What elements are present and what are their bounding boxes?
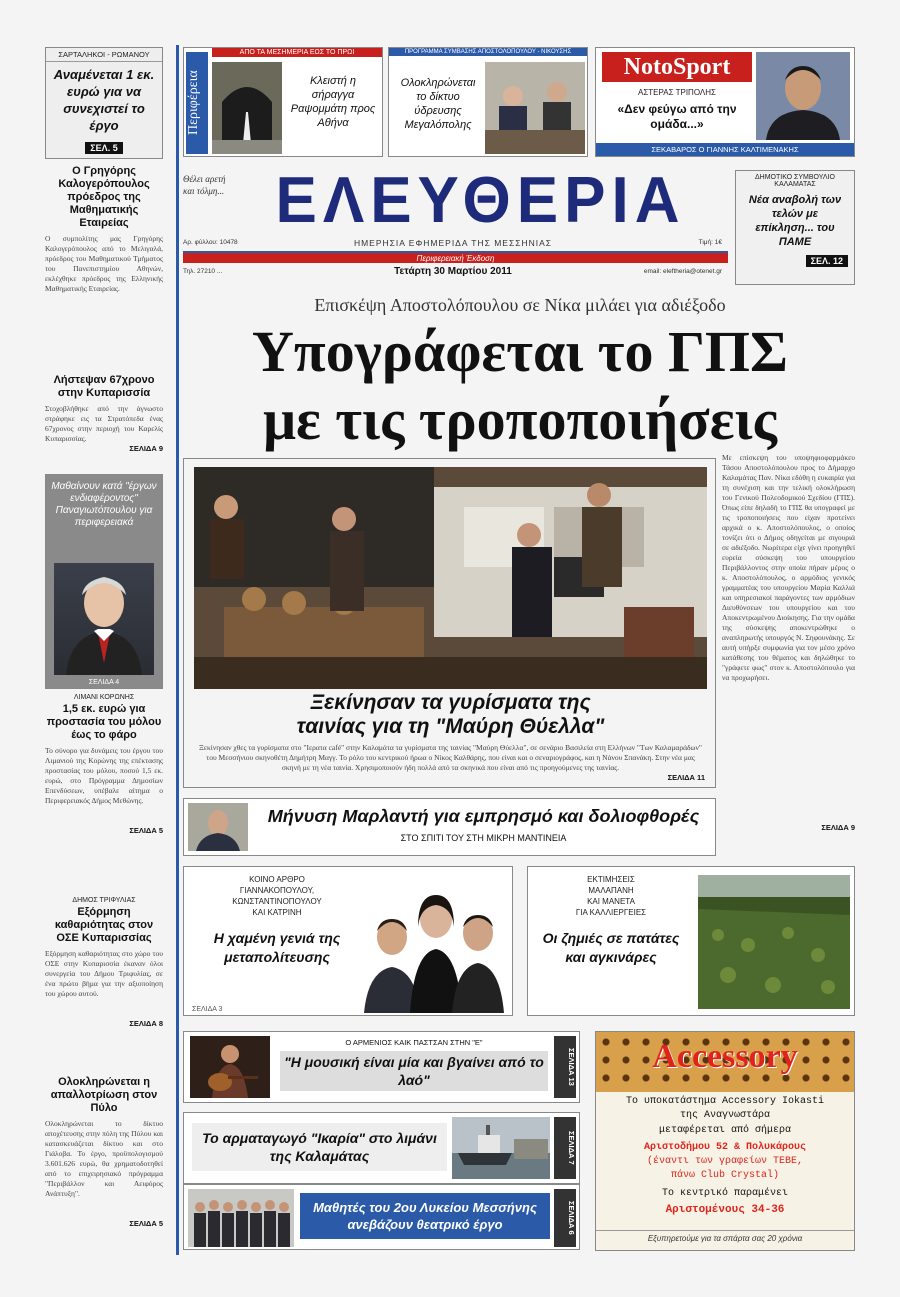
students-story[interactable]	[183, 1184, 580, 1250]
masthead-title: ΕΛΕΥΘΕΡΙΑ	[275, 164, 686, 237]
box-kicker: ΣΑΡΤΑΛΗΚΟΙ - ΡΩΜΑΝΟΥ	[46, 48, 162, 62]
masthead-edition-band: Περιφερειακή Έκδοση	[183, 251, 728, 263]
portrait-photo	[54, 563, 154, 675]
film-headline-line1: Ξεκίνησαν τα γυρίσματα της	[310, 691, 591, 714]
lead-body: Με επίσκεψη του υποψηφιοφαρμάκευ Τάσου Αποστολόπουλου προς το Δήμαρχο Καλαμάτας Παν. Νίκα εδόθη η ευκαιρία για τη συνέχιση και την τελική ολοκλήρωση του Γενικού Πολεοδομικού Σχεδίου (ΓΠΣ). Όπως είπε δηλαδή το ΓΠΣ θα υπογραφεί με τις τροποποιήσεις που είχαν προτείνει αρχικά ο κ. Αποστολόπουλος, ο οποίος τονίζει ότι ο Δήμος οδηγείται με σιγουριά σε αδιέξοδο. Νωρίτερα είχε γίνει προηγηθεί ευρεία σύσκεψη του υπουργείου Περιβάλλοντος στην οποία πήραν μέρος ο κ. Αποστολόπουλος, ο αρμόδιος γενικός γραμματέας του υπουργείου Μαρία Καλλιά και υπηρεσιακοί παράγοντες των αρμόδιων Διευθύνσεων του υπουργείου και του Αποκεντρωμένου Διοίκησης. Για την ομάδα της σύσκεψης αποκεντρώθηκε ο αναπληρωτής υπουργός Ν. Σηφουνάκης. Σε αυτή υπήρξε συμφωνία για τον μέσο χρόνο κατάθεσης του θέματος και δηλώθηκε το "γράφετε φως" στον κ. Αποστολόπουλο για να προχωρήσει.	[722, 453, 855, 682]
page-tab: ΣΕΛΙΔΑ 13	[554, 1036, 576, 1098]
story-body: Στοχοβλήθηκε από την άγνωστο στράφηκε εις τα Στρατόπεδα ένας 67χρονος στην περιοχή του Καρελίς Κυπαρισσίας.	[45, 404, 163, 443]
ad-line8: Αριστομένους 34-36	[665, 1204, 785, 1216]
story-robbery[interactable]	[45, 374, 163, 453]
lead-kicker: Επισκέψη Αποστολόπουλου σε Νίκα μιλάει για αδιέξοδο	[314, 295, 726, 315]
page-ref: ΣΕΛΙΔΑ 5	[129, 826, 163, 835]
ship-photo	[452, 1117, 550, 1179]
box-kicker: ΚΩΝΣΤΑΝΤΙΝΟΠΟΥΛΟΥ	[232, 897, 322, 906]
box-headline: Μαθαίνουν κατά "έργων ενδιαφέροντος" Παναγιωτόπουλου για περιφερειακά	[51, 481, 157, 528]
story-koroni[interactable]	[45, 694, 163, 835]
ikaria-headline: Το αρματαγωγό "Ικαρία" στο λιμάνι της Καλαμάτας	[192, 1123, 447, 1171]
music-story[interactable]	[183, 1031, 580, 1103]
masthead-issue: Αρ. φύλλου: 10478	[183, 239, 238, 246]
page-ref: ΣΕΛΙΔΑ 4	[88, 679, 120, 686]
coach-photo	[756, 52, 850, 140]
ad-line7: Το κεντρικό παραμένει	[661, 1188, 789, 1199]
ad-line5: (έναντι των γραφείων ΤΕΒΕ,	[646, 1156, 804, 1167]
masthead-subtitle: ΗΜΕΡΗΣΙΑ ΕΦΗΜΕΡΙΔΑ ΤΗΣ ΜΕΣΣΗΝΙΑΣ	[353, 238, 553, 248]
story-headline: Λήστεψαν 67χρονο στην Κυπαρισσία	[53, 374, 155, 399]
left-box-sartalikoi[interactable]	[45, 47, 163, 159]
story-body: Εξόρμηση καθαριότητας στο χώρο του ΟΣΕ στην Κυπαρισσία έκαναν όλοι συνεργεία του Δήμου Τριφυλίας, σε ένα πρώτο βήμα για την αξιοποίηση του χώρου αυτού.	[45, 949, 163, 998]
story-body: Το σύνορο για δυνάμεις του έργου του Λιμανιού της Κορώνης της επέκτασης προστασίας του μόλου, ποσού 1,5 εκ. ευρώ, στο Πρόγραμμα Δημοσίων Επενδύσεων, υπέβαλε αίτημα ο Περιφερειακός Δήμος Μεθώνης.	[45, 746, 163, 805]
story-headline: Εξόρμηση καθαριότητας στον ΟΣΕ Κυπαρισσίας	[54, 906, 154, 944]
top-strip-periphery[interactable]	[183, 47, 383, 157]
masthead	[183, 165, 728, 290]
story-kicker: ΛΙΜΑΝΙ ΚΟΡΩΝΗΣ	[73, 694, 135, 701]
page-badge: ΣΕΛ. 5	[85, 142, 122, 154]
item-kicker: ΑΠΟ ΤΑ ΜΕΣΗΜΕΡΙΑ ΕΩΣ ΤΟ ΠΡΩΙ	[212, 48, 382, 57]
common-article-box[interactable]	[183, 866, 513, 1016]
box-headline: Η χαμένη γενιά της μεταπολίτευσης	[213, 930, 341, 965]
tunnel-photo	[212, 62, 282, 154]
page-ref: ΣΕΛΙΔΑ 11	[667, 773, 705, 782]
notosport-footer: ΣΕΚΑΒΑΡΟΣ Ο ΓΙΑΝΝΗΣ ΚΑΛΤΙΜΕΝΑΚΗΣ	[596, 143, 854, 156]
box-headline: Νέα αναβολή των τελών με επίκληση... του ΠΑΜΕ	[748, 194, 842, 248]
box-kicker: ΕΚΤΙΜΗΣΕΙΣ	[587, 875, 635, 884]
page-ref: ΣΕΛΙΔΑ 8	[129, 1019, 163, 1028]
students-photo	[188, 1189, 294, 1247]
ikaria-story[interactable]	[183, 1112, 580, 1184]
story-ose[interactable]	[45, 897, 163, 1028]
marlanti-subhead: ΣΤΟ ΣΠΙΤΙ ΤΟΥ ΣΤΗ ΜΙΚΡΗ ΜΑΝΤΙΝΕΙΑ	[400, 833, 567, 843]
box-kicker: ΜΑΛΑΠΑΝΗ	[588, 886, 634, 895]
page-ref: ΣΕΛΙΔΑ 9	[129, 444, 163, 453]
left-box-peripheral[interactable]	[45, 474, 163, 689]
story-headline: Ο Γρηγόρης Καλογερόπουλος πρόεδρος της Μαθηματικής Εταιρείας	[58, 165, 150, 229]
music-kicker: Ο ΑΡΜΕΝΙΟΣ ΚΑΙΚ ΠΑΣΤΣΑΝ ΣΤΗΝ "Ε"	[345, 1038, 483, 1047]
ad-line4: Αριστοδήμου 52 & Πολυκάρους	[643, 1142, 807, 1153]
box-kicker: ΚΟΙΝΟ ΑΡΘΡΟ	[249, 875, 305, 884]
story-headline: Ολοκληρώνεται η απαλλοτρίωση στον Πύλο	[50, 1076, 158, 1114]
box-kicker: ΚΑΙ ΚΑΤΡΙΝΗ	[252, 908, 302, 917]
masthead-motto: Θέλει αρετή και τόλμη...	[183, 174, 226, 196]
story-kalogeropoulos[interactable]	[45, 165, 163, 334]
marlanti-photo	[188, 803, 248, 851]
notosport-brand: NotoSport	[602, 52, 752, 82]
box-kicker: ΔΗΜΟΤΙΚΟ ΣΥΜΒΟΥΛΙΟ ΚΑΛΑΜΑΤΑΣ	[754, 174, 835, 188]
item-headline: Κλειστή η σήραγγα Ραψομμάτη προς Αθήνα	[290, 75, 376, 129]
story-headline: 1,5 εκ. ευρώ για προστασία του μόλου έως το φάρο	[46, 703, 162, 741]
meeting-photo	[485, 62, 585, 154]
masthead-date: Τετάρτη 30 Μαρτίου 2011	[394, 266, 512, 277]
page-ref: ΣΕΛΙΔΑ 9	[821, 823, 855, 832]
kalamata-council-box[interactable]	[735, 170, 855, 285]
film-headline-line2: ταινίας για τη "Μαύρη Θύελλα"	[296, 715, 605, 738]
ad-line6: πάνω Club Crystal)	[670, 1170, 780, 1181]
box-kicker: ΓΙΑ ΚΑΛΛΙΕΡΓΕΙΕΣ	[575, 908, 647, 917]
masthead-phone: Τηλ. 27210 ...	[183, 268, 223, 275]
story-body: Ολοκληρώνεται το δίκτυο αποχέτευσης στην πόλη της Πύλου και κατασκευάζεται δίκτυο και στο Γιάλοβα. Το έργο, προϋπολογισμού 3.601.626 ευρώ, θα χρηματοδοτηθεί από το επιχειρησιακό πρόγραμμα "Περιβάλλον και Αειφόρος Ανάπτυξη".	[45, 1119, 163, 1198]
crop-damage-box[interactable]	[527, 866, 855, 1016]
masthead-email: email: eleftheria@otenet.gr	[643, 268, 722, 275]
box-headline: Αναμένεται 1 εκ. ευρώ για να συνεχιστεί το έργο	[53, 67, 155, 133]
musician-photo	[190, 1036, 270, 1098]
page-badge: ΣΕΛ. 12	[806, 255, 848, 267]
authors-photo	[362, 879, 508, 1013]
ad-line1: Το υποκατάστημα Accessory Iokasti	[625, 1096, 825, 1107]
ad-line3: μεταφέρεται από σήμερα	[658, 1125, 792, 1136]
field-photo	[698, 875, 850, 1009]
column-rule	[176, 45, 179, 1255]
item-kicker: ΠΡΟΓΡΑΜΜΑ ΣΥΜΒΑΣΗΣ ΑΠΟΣΤΟΛΟΠΟΥΛΟΥ - ΝΙΚΟΥΣΗΣ	[389, 48, 587, 56]
page-ref: ΣΕΛΙΔΑ 5	[129, 1219, 163, 1228]
music-headline: "Η μουσική είναι μία και βγαίνει από το λαό"	[280, 1051, 548, 1091]
film-body: Ξεκίνησαν χθες τα γυρίσματα στο "Ιερατα café" στην Καλαμάτα τα γυρίσματα της ταινίας "Μαύρη Θύελλα", σε σενάριο Βασιλεία στη Ελλήνων "Των Καλαμαράδων" του Μεσσήνιου σκηνοθέτη Δημήτρη Μαγγ. Το ρόλο του κεντρικού ήρωα ο Νίκος Καλθάρης, που είναι και ο σεναριογράφος, και η Νάνου Σπανάκη. Στην νέα μας σκηνή με τη νέα ταινία. Χρησιμοποιούν ήδη πολλά από τα σκηνικά που είναι από τις προηγούμενες της ταινίας.	[199, 743, 702, 772]
notosport-kicker: ΑΣΤΕΡΑΣ ΤΡΙΠΟΛΗΣ	[638, 88, 716, 97]
story-body: Ο συμπολίτης μας Γρηγόρης Καλογερόπουλος από το Μελιγαλά, πρόεδρος του Μαθηματικού Τμήματος του Πανεπιστημίου Αθηνών, εκλέχθηκε πρόεδρος της Ελληνικής Μαθηματικής Εταιρείας.	[45, 234, 163, 293]
marlanti-story[interactable]	[183, 798, 716, 856]
masthead-price: Τιμή: 1€	[698, 239, 722, 246]
ad-footer: Εξυπηρετούμε για τα σπάρτα σας 20 χρόνια	[596, 1230, 854, 1243]
marlanti-headline: Μήνυση Μαρλαντή για εμπρησμό και δολιοφθορές	[267, 806, 700, 826]
film-set-photo	[194, 467, 707, 689]
lead-headline-line1: Υπογράφεται το ΓΠΣ	[252, 319, 788, 384]
lead-headline-line2: με τις τροποποιήσεις	[263, 387, 777, 452]
page-tab: ΣΕΛΙΔΑ 6	[554, 1189, 576, 1247]
item-headline: Ολοκληρώνεται το δίκτυο ύδρευσης Μεγαλόπολης	[400, 77, 476, 131]
page-tab: ΣΕΛΙΔΑ 7	[554, 1117, 576, 1179]
top-strip-water[interactable]	[388, 47, 588, 157]
box-kicker: ΚΑΙ ΜΑΝΕΤΑ	[587, 897, 635, 906]
box-headline: Οι ζημιές σε πατάτες και αγκινάρες	[542, 930, 680, 965]
periphery-vertical-label: Περιφέρεια	[186, 52, 208, 154]
notosport-quote: «Δεν φεύγω από την ομάδα...»	[617, 102, 737, 131]
ad-brand: Accessory	[652, 1038, 798, 1075]
page-ref: ΣΕΛΙΔΑ 3	[192, 1006, 223, 1013]
lead-sidebar[interactable]	[722, 453, 855, 832]
film-story[interactable]	[183, 458, 716, 788]
accessory-ad[interactable]	[595, 1031, 855, 1251]
students-headline: Μαθητές του 2ου Λυκείου Μεσσήνης ανεβάζουν θεατρικό έργο	[300, 1193, 550, 1239]
story-kicker: ΔΗΜΟΣ ΤΡΙΦΥΛΙΑΣ	[72, 897, 136, 904]
ad-line2: της Αναγνωστάρα	[679, 1110, 770, 1121]
story-pylos[interactable]	[45, 1076, 163, 1228]
notosport-box[interactable]	[595, 47, 855, 157]
box-kicker: ΓΙΑΝΝΑΚΟΠΟΥΛΟΥ,	[239, 886, 315, 895]
